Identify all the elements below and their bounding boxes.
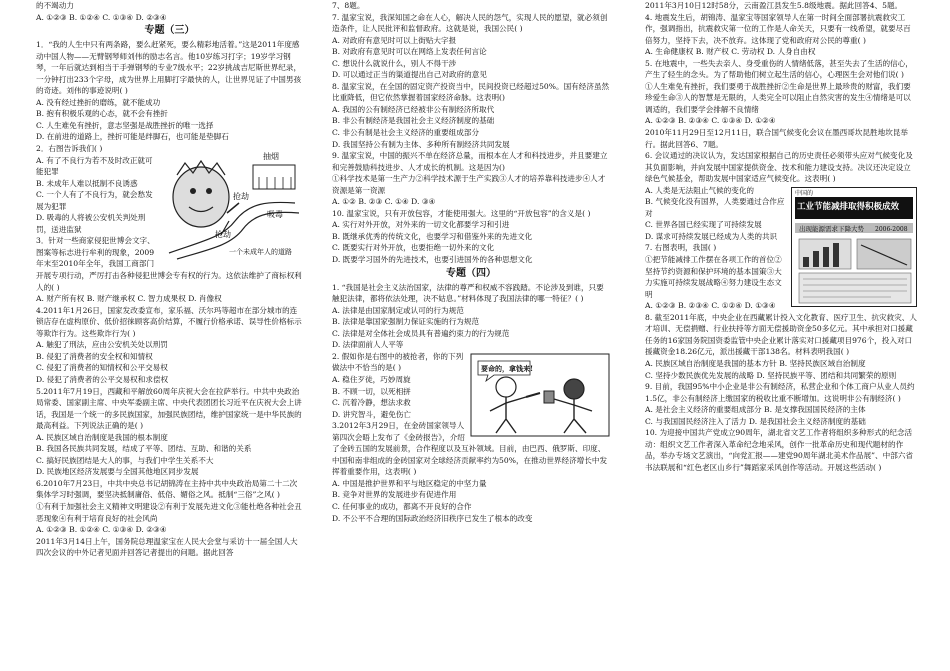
- statements: ①有利于加强社会主义精神文明建设②有利于发展先进文化③能杜绝各种社会丑恶现象④有利于培育良好的社会风尚: [36, 501, 302, 523]
- option: C. 搞好民族团结是大人的事，与我们中学生关系不大: [36, 455, 214, 465]
- option: D. 讲究智斗，避免伤亡: [332, 409, 411, 419]
- option: A. 触犯了刑法，应由公安机关处以刑罚: [36, 340, 168, 350]
- option: D. 吸毒的人将被公安机关判处刑罚，送进监狱: [36, 213, 146, 234]
- text-intro: 2011年3月10日12时58分，云南盈江县发生5.8级地震。据此回答4、5题。: [645, 1, 903, 10]
- options: A. 民族区域自治制度是我国的基本方针 B. 坚持民族区域自治制度: [645, 358, 866, 368]
- figure-caption: 一个未成年人的道路: [229, 248, 292, 257]
- question-9: 9. 温家宝说，中国的振兴不单在经济总量，而根本在人才和科技进步，并且要建立和完善鼓励科技进步、人才成长的机制。这是因为(): [332, 151, 608, 172]
- options: C. 与我国国民经济注入了活力 D. 是我国社会主义经济制度的基础: [645, 416, 866, 426]
- question-7: 7. 右图表明，我国( ): [645, 243, 717, 253]
- section-title-4: 专题（四）: [446, 267, 496, 279]
- options: C. 坚持少数民族优先发展的战略 D. 坚持民族平等、团结和共同繁荣的原则: [645, 370, 897, 380]
- text-intro: 2011年3月14日上午，国务院总理温家宝在人民大会堂与采访十一届全国人大四次会议的中外记者见面并回答记者提出的问题。据此回答: [36, 536, 298, 558]
- statements: ①科学技术是第一生产力②科学技术源于生产实践③人才的培养靠科技进步④人才资源是第一资源: [332, 174, 606, 195]
- option: C. 侵犯了消费者的知情权和公平交易权: [36, 363, 168, 373]
- question-2: 2．右图告诉我们( ): [36, 144, 103, 154]
- option: C. 任何事业的成功，都离不开良好的合作: [332, 501, 472, 511]
- question-4: 4. 地震发生后，胡锦涛、温家宝等国家领导人在第一时间全面部署抗震救灾工作，强调指出，抗震救灾第一位的工作是人命关天，只要有一线希望，就要尽百倍努力，坚持下去，决不放弃。这体现了党和政府对公民的尊重( ): [645, 12, 911, 45]
- option: C. 一个人有了不良行为，就会愁发展为犯罪: [36, 190, 153, 211]
- option: A. 对政府有意见时可以上街贴大字报: [332, 35, 457, 45]
- question-2: 2. 假如你是右图中的被抢者，你的下列做法中不恰当的是( ): [332, 351, 464, 373]
- question-7: 7. 温家宝说，我深知国之命在人心，解决人民的怨气，实现人民的愿望，就必须创造条件，让人民批评和监督政府。这就是说，我国公民( ): [332, 12, 608, 34]
- options: A. ①② B. ②③ C. ①④ D. ③④: [332, 197, 436, 207]
- option: B. 侵犯了消费者的安全权和知情权: [36, 351, 153, 361]
- option: C. 法律是对全体社会成员具有普遍约束力的行为规范: [332, 328, 510, 338]
- option: A. 法律是由国家制定或认可的行为规范: [332, 305, 464, 315]
- option: D. 民族地区经济发展要与全国其他地区同步发展: [36, 467, 199, 477]
- option: B. 气候变化没有国界，人类要通过合作应对: [645, 197, 785, 218]
- option: D. 谋求可持续发展已经成为人类的共识: [645, 231, 778, 241]
- question-1: 1．“我的人生中只有两条路，要么赶紧死，要么精彩地活着。”这是2011年度感动中国人物——无臂钢琴师刘伟的励志名言。他10岁练习打字；19岁学习钢琴，一年后就达到相当于手弹钢琴的专业7级水平；22岁挑战吉尼斯世界纪录，一分钟打出233个字母，成为世界上用脚打字最快的人，让世界见证了中国男孩的奇迹。刘伟的事迹说明( ): [36, 40, 302, 96]
- cartoon-robbery: [470, 353, 610, 437]
- option: D. 既要学习国外的先进技术，也要引进国外的各种思想文化: [332, 255, 533, 265]
- option: A. 没有经过挫折的磨练，就不能成功: [36, 97, 161, 107]
- cartoon-drawing: [163, 145, 303, 261]
- option: D. 在前进的道路上，挫折可能是绊脚石，也可能是垫脚石: [36, 132, 229, 142]
- question-8: 8. 截至2011年底，中央企业在西藏累计投入文化教育、医疗卫生、抗灾救灾、人才培训、无偿捐赠、行业扶持等方面无偿援助资金50多亿元。其中承担对口援藏任务的16家国务院国资委监管中央企业累计落实对口援藏项目976个，投入对口援藏资金18.26亿元，派出援藏干部138名。材料表明我国( ): [645, 312, 917, 357]
- poster-years: 2006-2008: [875, 225, 908, 233]
- text-line: 的不竭动力: [36, 1, 74, 10]
- poster-headline: 工业节能减排取得积极成效: [797, 201, 900, 212]
- question-9: 9. 目前，我国95%中小企业是非公有制经济，私营企业和个体工商户从业人员约1.5亿，非公有制经济上缴国家的税收比重不断增加。这说明非公有制经济( ): [645, 382, 915, 403]
- question-6: 6. 会议通过的决议认为，发达国家根据自己的历史责任必须带头应对气候变化及其负面影响，并向发展中国家提供资金、技术和能力建设支持。决议还决定设立绿色气候基金，帮助发展中国家适应气候变化。这表明( ): [645, 151, 913, 184]
- option: B. 非公有制经济是我国社会主义经济制度的基础: [332, 116, 495, 126]
- poster-header: 中国的: [795, 189, 814, 197]
- question-4: 4.2011年1月26日，国家发改委宣布，家乐福、沃尔玛等超市在部分城市的连锁店存在虚构原价、低价招徕顾客高价结算，不履行价格承诺、误导性价格标示等欺诈行为。这些欺诈行为( ): [36, 305, 302, 338]
- column-middle: [332, 0, 610, 524]
- options: A. ①②③ B. ②③④ C. ①②④ D. ①③④: [645, 301, 776, 311]
- poster-subhead: 出现能源需求下降大势: [799, 224, 864, 233]
- option: D. 侵犯了消费者的公平交易权和求偿权: [36, 374, 169, 384]
- option: A. 实行对外开放，对外来的一切文化都要学习和引进: [332, 220, 510, 230]
- option: C. 沉着冷静，想法求救: [332, 398, 411, 408]
- column-left: [36, 0, 303, 559]
- option: C. 既要实行对外开放，也要拒绝一切外来的文化: [332, 243, 495, 253]
- option: B. 既继承优秀的传统文化，也要学习和借鉴外来的先进文化: [332, 231, 533, 241]
- question-10: 10. 温家宝说，只有开放包容，才能使用强大。这里的“开放包容”的含义是( ): [332, 208, 591, 218]
- option: D. 法律面前人人平等: [332, 340, 404, 350]
- option: D. 不公平不合理的国际政治经济旧秩序已发生了根本的改变: [332, 513, 533, 523]
- question-6: 6.2010年7月23日，中共中央总书记胡锦涛在主持中共中央政治局第二十二次集体学习时强调，要坚决抵制庸俗、低俗、媚俗之风。抵制“三俗”之风( ): [36, 478, 298, 500]
- answer-options: A. ①②③ B. ①②④ C. ①③④ D. ②③④: [36, 12, 167, 22]
- statements: ①把节能减排工作摆在各项工作的首位②坚持节约资源和保护环境的基本国策③大力实施可持续发展战略④努力建设生态文明: [645, 255, 782, 299]
- question-5: 5. 在地震中，一些失去亲人、身受重伤的人情绪低落，甚至失去了生活的信心，产生了轻生的念头。为了帮助他们树立起生活的信心，心理医生会对他们说( ): [645, 58, 913, 80]
- options: A. 是社会主义经济的重要组成部分 B. 是支撑我国国民经济的主体: [645, 405, 866, 415]
- question-1: 1. “我国是社会主义法治国家，法律的尊严和权威不容践踏。不论涉及到谁，只要触犯法律，都将依法处理，决不姑息。”材料体现了我国法律的哪一特征？( ): [332, 282, 604, 304]
- options: A. 财产所有权 B. 财产继承权 C. 智力成果权 D. 肖像权: [36, 294, 222, 304]
- cartoon-juvenile-road: [163, 145, 303, 261]
- option: A. 人类是无法阻止气候的变化的: [645, 185, 755, 195]
- option: B. 我国各民族共同发展，结成了平等、团结、互助、和谐的关系: [36, 444, 252, 454]
- sign-right: 吸毒: [267, 210, 283, 220]
- option: C. 非公有制是社会主义经济的重要组成部分: [332, 128, 480, 138]
- option: B. 法律是靠国家强制力保证实施的行为规范: [332, 317, 480, 327]
- sign-top: 抽烟: [263, 152, 279, 162]
- option: B. 抱有积极乐观的心态，就不会有挫折: [36, 109, 168, 119]
- option: A. 中国是推护世界和平与地区稳定的中坚力量: [332, 478, 487, 488]
- speech-bubble: 要命的，拿钱来!: [481, 363, 534, 373]
- question-3: 3.2012年3月29日，在金砖国家领导人第四次会晤上发布了《金砖报告》，介绍了金砖五国的发展前景，合作程度以及互补领域。目前，由巴西、俄罗斯、印度、中国和南非组成的金砖国家对全球经济贡献率约为50%，在推动世界经济增长中发挥着重要作用，这表明( ): [332, 421, 608, 477]
- question-8: 8. 温家宝说，在全国的固定资产投资当中，民间投资已经超过50%。国有经济虽然比重降低，但它依然掌握着国家经济命脉。这表明(): [332, 81, 610, 103]
- text-intro: 2010年11月29日至12月11日，联合国气候变化会议在墨西哥坎昆胜地坎昆举行。据此回答6、7题。: [645, 128, 909, 149]
- sign-bottom: 抢劫: [215, 230, 231, 240]
- option: D. 我国坚持公有制为主体、多种所有制经济共同发展: [332, 139, 510, 149]
- option: A. 稳住歹徒，巧妙周旋: [332, 374, 411, 384]
- option: A. 有了不良行为若不及时改正就可能犯罪: [36, 155, 153, 177]
- column-right: [645, 0, 917, 473]
- sign-left: 抢劫: [233, 192, 249, 202]
- section-title-3: 专题（三）: [144, 25, 195, 37]
- option: B. 不顾一切，以死相拼: [332, 386, 411, 396]
- option: C. 世界各国已经实现了可持续发展: [645, 220, 762, 230]
- option: B. 竞争对世界的发展进步有促进作用: [332, 490, 457, 500]
- option: B. 未成年人难以抵制不良诱惑: [36, 178, 138, 188]
- question-5: 5.2011年7月19日，西藏和平解放60周年庆祝大会在拉萨举行。中共中央政治局常委、国家副主席、中央军委副主席、中央代表团团长习近平在庆祝大会上讲话，我国是一个统一的多民族国家，加强民族团结，维护国家统一是中华民族的最高利益。下列说法正确的是( ): [36, 386, 302, 431]
- question-3: 3．针对一些商家侵犯世博会文字、图案等标志进行牟利的现象，2009年末至2010年全年，我国工商部门开展专项行动，严厉打击各种侵犯世博会专有权的行为。这依法维护了商标权利人的( ): [36, 236, 302, 292]
- option: D. 可以通过正当的渠道提出自己对政府的意见: [332, 70, 487, 80]
- options: A. ①②③ B. ②③④ C. ①③④ D. ①②④: [645, 116, 776, 126]
- options: A. 生命健康权 B. 财产权 C. 劳动权 D. 人身自由权: [645, 47, 816, 57]
- statements: ①人生难免有挫折，我们要勇于战胜挫折②生命是世界上最珍贵的财富，我们要珍爱生命③人的智慧是无限的，人类完全可以阻止自然灾害的发生④情绪是可以调适的，我们要学会排解不良情绪: [645, 81, 911, 114]
- options: A. ①②③ B. ①②④ C. ①③④ D. ②③④: [36, 525, 167, 535]
- option: A. 我国的公有制经济已经被非公有制经济所取代: [332, 104, 495, 114]
- option: B. 对政府有意见时可以在网络上发表任何言论: [332, 47, 487, 57]
- text-line: 7、8题。: [332, 1, 365, 10]
- option: C. 人生难免有挫折，意志坚强是战胜挫折的唯一选择: [36, 120, 214, 130]
- option: A. 民族区域自治制度是我国的根本制度: [36, 432, 168, 442]
- option: C. 想说什么就说什么，别人不得干涉: [332, 58, 457, 68]
- energy-saving-poster: [791, 187, 917, 307]
- question-10: 10. 为迎接中国共产党成立90周年，湖北省文艺工作者将组织多种形式的纪念活动：组织文艺工作者深入革命纪念地采风，创作一批革命历史和现代题材的作品，举办专场文艺演出，“向党汇报——建党90周年湖北美术作品展”、中部六省书法联展和“红色老区山乡行”舞蹈家采风创作等活动。开展这些活动( ): [645, 428, 914, 472]
